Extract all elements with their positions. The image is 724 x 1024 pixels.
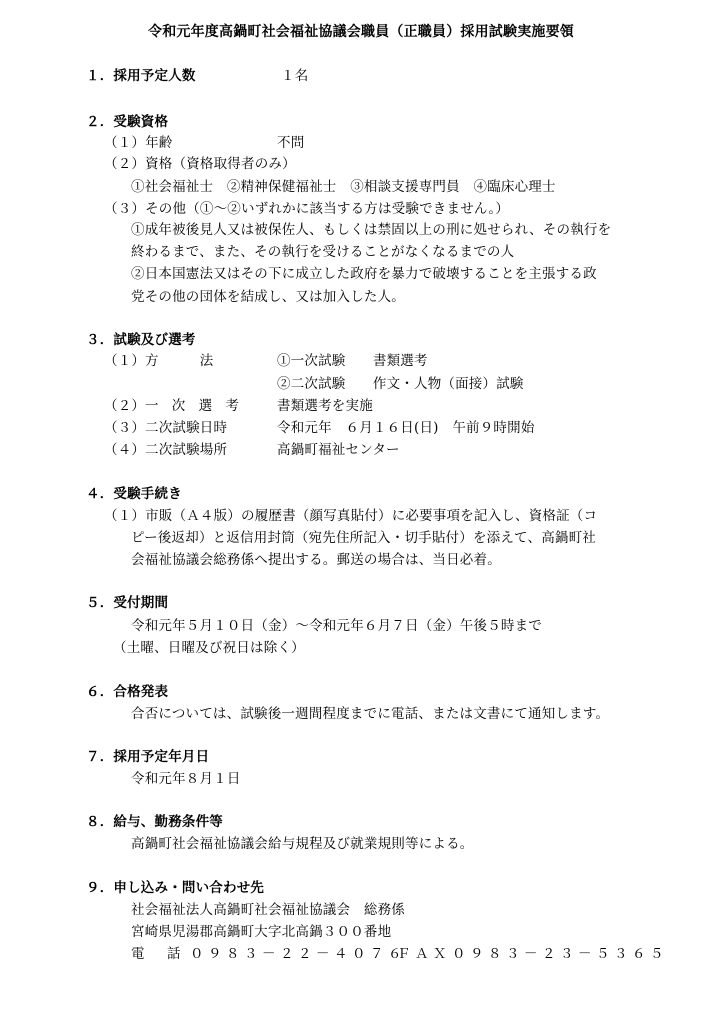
qualification-list: ①社会福祉士 ②精神保健福祉士 ③相談支援専門員 ④臨床心理士 (131, 179, 556, 195)
procedure-line-2: ピー後返却）と返信用封筒（宛先住所記入・切手貼付）を添えて、高鍋町社 (131, 530, 596, 546)
exam-place-value: 高鍋町福祉センター (277, 442, 400, 458)
section-7-heading: ７．採用予定年月日 (86, 749, 210, 765)
contact-address: 宮崎県児湯郡高鍋町大字北高鍋３００番地 (131, 924, 392, 940)
procedure-line-1: （１）市販（Ａ４版）の履歴書（顔写真貼付）に必要事項を記入し、資格証（コ (104, 508, 598, 524)
method-second-exam: ②二次試験 作文・人物（面接）試験 (277, 376, 524, 392)
age-label: （１）年齢 (104, 135, 173, 151)
document-title: 令和元年度高鍋町社会福祉協議会職員（正職員）採用試験実施要領 (148, 24, 574, 40)
age-value: 不問 (277, 135, 305, 151)
exam-date-value: 令和元年 ６月１６日(日) 午前９時開始 (277, 420, 535, 436)
first-selection-label: 一 次 選 考 (145, 398, 244, 414)
section-2-heading: ２．受験資格 (86, 114, 169, 130)
qualification-label: （２）資格（資格取得者のみ） (104, 156, 296, 172)
section-6-heading: ６．合格発表 (86, 684, 169, 700)
hire-date: 令和元年８月１日 (131, 771, 241, 787)
other-condition-1b: 終わるまで、また、その執行を受けることがなくなるまでの人 (131, 244, 515, 260)
exam-place-number: （４） (104, 442, 146, 458)
exam-place-label: 二次試験場所 (145, 442, 228, 458)
recruit-count-value: １名 (281, 68, 309, 84)
fax-label: ＦＡＸ (397, 946, 451, 962)
exam-date-label: 二次試験日時 (145, 420, 228, 436)
phone-label: 電 話 (131, 946, 185, 962)
section-4-heading: ４．受験手続き (86, 486, 182, 502)
phone-number: ０９８３－２２－４０７６ (190, 946, 406, 962)
section-3-heading: ３．試験及び選考 (86, 332, 196, 348)
first-selection-value: 書類選考を実施 (277, 398, 373, 414)
result-notice: 合否については、試験後一週間程度までに電話、または文書にて通知します。 (131, 706, 610, 722)
method-first-exam: ①一次試験 書類選考 (277, 353, 428, 369)
section-8-heading: ８．給与、勤務条件等 (86, 814, 223, 830)
salary-terms: 高鍋町社会福祉協議会給与規程及び就業規則等による。 (131, 836, 474, 852)
section-9-heading: ９．申し込み・問い合わせ先 (86, 880, 265, 896)
contact-organization: 社会福祉法人高鍋町社会福祉協議会 総務係 (131, 902, 405, 918)
method-number: （１） (104, 353, 146, 369)
section-1-heading: １．採用予定人数 (86, 68, 196, 84)
method-label: 方 法 (145, 353, 214, 369)
procedure-line-3: 会福祉協議会総務係へ提出する。郵送の場合は、当日必着。 (131, 552, 501, 568)
first-selection-number: （２） (104, 398, 146, 414)
other-condition-1a: ①成年被後見人又は被保佐人、もしくは禁固以上の刑に処せられ、その執行を (131, 222, 612, 238)
reception-period: 令和元年５月１０日（金）～令和元年６月７日（金）午後５時まで (131, 618, 542, 634)
exam-date-number: （３） (104, 420, 146, 436)
section-5-heading: ５．受付期間 (86, 595, 169, 611)
other-condition-2a: ②日本国憲法又はその下に成立した政府を暴力で破壊することを主張する政 (131, 266, 597, 282)
fax-number: ０９８３－２３－５３６５ (452, 946, 668, 962)
reception-exclusion: （土曜、日曜及び祝日は除く） (113, 640, 305, 656)
other-condition-label: （３）その他（①～②いずれかに該当する方は受験できません。） (104, 201, 510, 217)
other-condition-2b: 党その他の団体を結成し、又は加入した人。 (131, 289, 405, 305)
